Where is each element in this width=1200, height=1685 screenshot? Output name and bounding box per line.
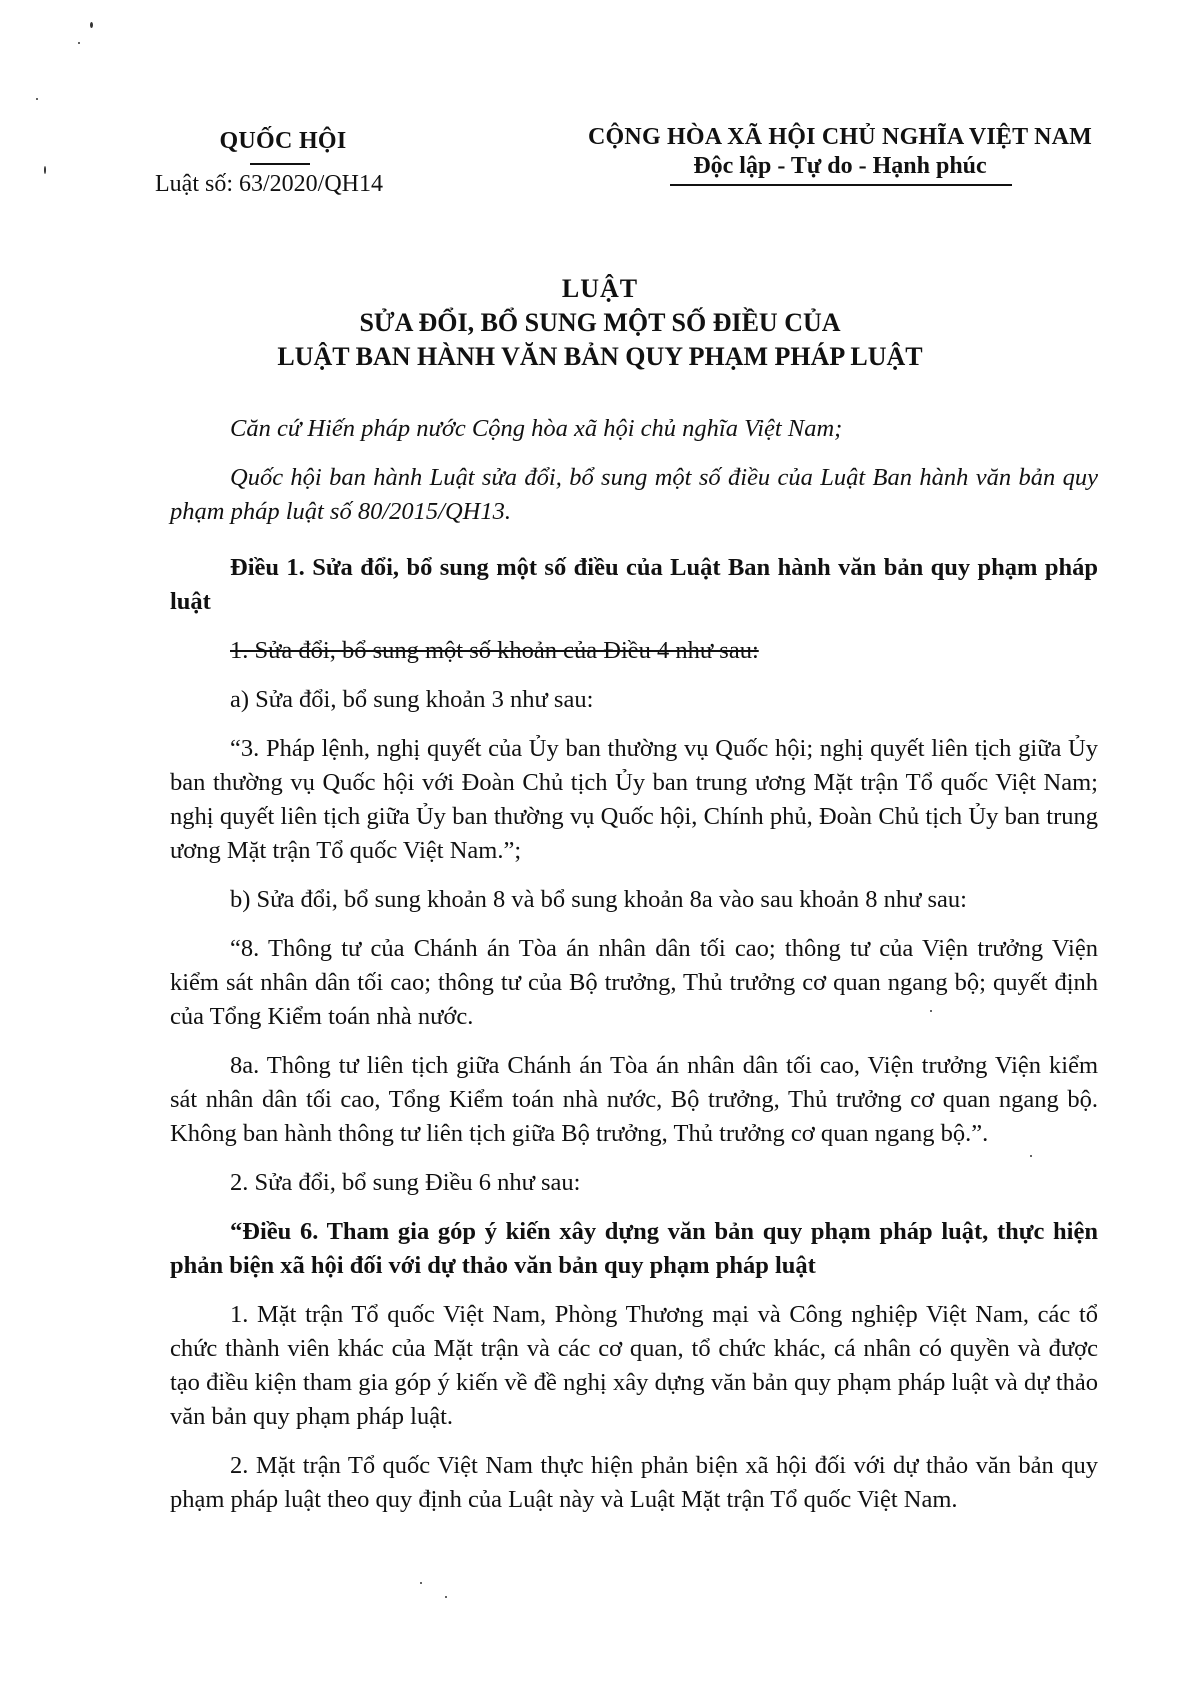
article-6-clause-1: 1. Mặt trận Tổ quốc Việt Nam, Phòng Thương mại và Công nghiệp Việt Nam, các tổ chức thành viên khác của Mặt trận và các cơ quan, tổ chức khác, cá nhân có quyền và được tạo điều kiện tham gia góp ý kiến về đề nghị xây dựng văn bản quy phạm pháp luật và dự thảo văn bản quy phạm pháp luật. (170, 1301, 1098, 1430)
article-1-item-2: 2. Sửa đổi, bổ sung Điều 6 như sau: (230, 1169, 581, 1196)
scan-speck (90, 22, 93, 28)
scan-speck (420, 1582, 422, 1584)
scan-speck (78, 42, 80, 44)
nation-name: CỘNG HÒA XÃ HỘI CHỦ NGHĨA VIỆT NAM (588, 124, 1092, 150)
article-1-point-a: a) Sửa đổi, bổ sung khoản 3 như sau: (230, 686, 594, 713)
scan-speck (445, 1596, 447, 1598)
preamble-enactment: Quốc hội ban hành Luật sửa đổi, bổ sung một số điều của Luật Ban hành văn bản quy phạm pháp luật số 80/2015/QH13. (170, 464, 1098, 525)
clause-8a-text: 8a. Thông tư liên tịch giữa Chánh án Tòa án nhân dân tối cao, Viện trưởng Viện kiểm sát nhân dân tối cao, Tổng Kiểm toán nhà nước, Bộ trưởng, Thủ trưởng cơ quan ngang bộ. Không ban hành thông tư liên tịch giữa Bộ trưởng, Thủ trưởng cơ quan ngang bộ.”. (170, 1052, 1098, 1147)
scan-speck (44, 166, 46, 174)
issuing-agency-block (150, 128, 440, 198)
motto-underline (670, 184, 1012, 186)
clause-3-text: “3. Pháp lệnh, nghị quyết của Ủy ban thường vụ Quốc hội; nghị quyết liên tịch giữa Ủy ban thường vụ Quốc hội với Đoàn Chủ tịch Ủy ban trung ương Mặt trận Tổ quốc Việt Nam; nghị quyết liên tịch giữa Ủy ban thường vụ Quốc hội, Chính phủ, Đoàn Chủ tịch Ủy ban trung ương Mặt trận Tổ quốc Việt Nam.”; (170, 735, 1098, 864)
preamble-basis: Căn cứ Hiến pháp nước Cộng hòa xã hội chủ nghĩa Việt Nam; (230, 415, 843, 442)
article-1-heading: Điều 1. Sửa đổi, bổ sung một số điều của Luật Ban hành văn bản quy phạm pháp luật (170, 554, 1098, 615)
issuing-agency: QUỐC HỘI (219, 128, 347, 154)
title-line-3: LUẬT BAN HÀNH VĂN BẢN QUY PHẠM PHÁP LUẬT (277, 342, 923, 371)
title-line-2: SỬA ĐỔI, BỔ SUNG MỘT SỐ ĐIỀU CỦA (359, 308, 841, 337)
article-1-item-1: 1. Sửa đổi, bổ sung một số khoản của Điều 4 như sau: (230, 637, 759, 664)
title-line-1: LUẬT (561, 274, 639, 303)
agency-underline (250, 163, 310, 165)
article-6-clause-2: 2. Mặt trận Tổ quốc Việt Nam thực hiện phản biện xã hội đối với dự thảo văn bản quy phạm pháp luật theo quy định của Luật này và Luật Mặt trận Tổ quốc Việt Nam. (170, 1452, 1098, 1513)
national-motto: Độc lập - Tự do - Hạnh phúc (693, 153, 987, 179)
scan-speck (36, 98, 38, 100)
article-6-heading: “Điều 6. Tham gia góp ý kiến xây dựng văn bản quy phạm pháp luật, thực hiện phản biện xã hội đối với dự thảo văn bản quy phạm pháp luật (170, 1218, 1098, 1279)
article-1-point-b: b) Sửa đổi, bổ sung khoản 8 và bổ sung khoản 8a vào sau khoản 8 như sau: (230, 886, 967, 913)
clause-8-text: “8. Thông tư của Chánh án Tòa án nhân dân tối cao; thông tư của Viện trưởng Viện kiểm sát nhân dân tối cao; thông tư của Bộ trưởng, Thủ trưởng cơ quan ngang bộ; quyết định của Tổng Kiểm toán nhà nước. (170, 935, 1098, 1030)
document-body (170, 412, 1098, 1532)
document-title (0, 272, 1200, 374)
law-number: Luật số: 63/2020/QH14 (155, 171, 383, 197)
national-motto-block (575, 124, 1105, 186)
